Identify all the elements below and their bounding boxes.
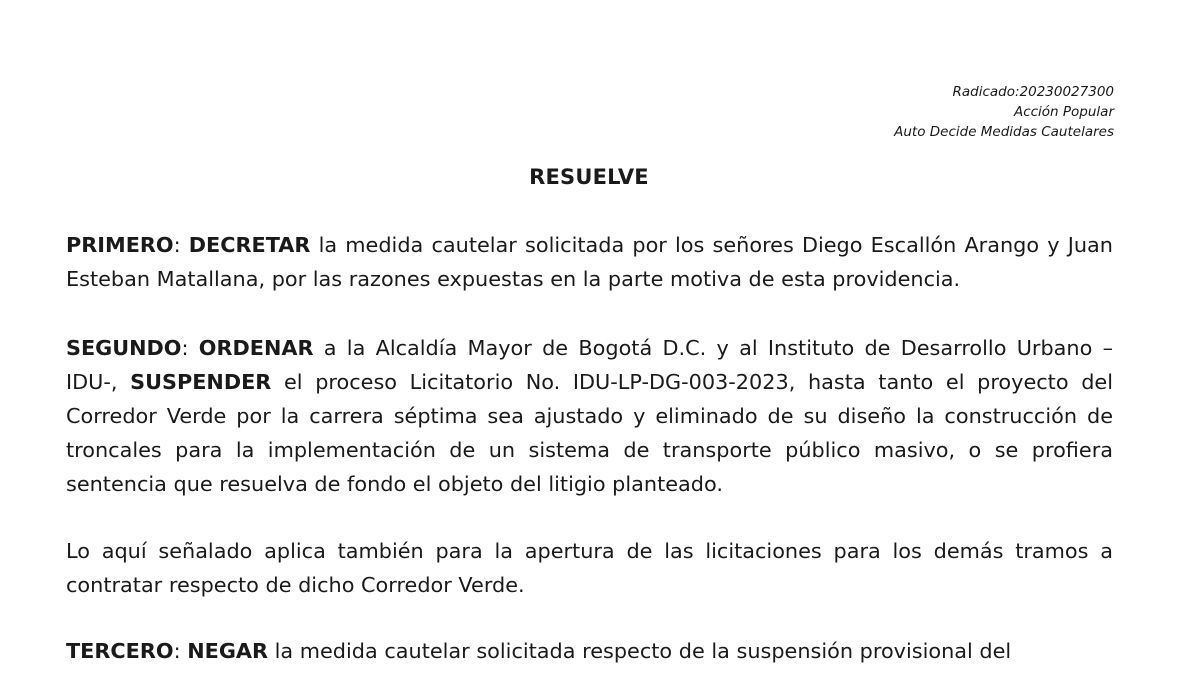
separator: : <box>181 336 199 360</box>
ordinal-label: TERCERO <box>66 639 174 663</box>
ordinal-label: PRIMERO <box>66 233 174 257</box>
paragraph-text: a la Alcaldía Mayor de Bogotá D.C. y al Instituto de Desarrollo Urbano – IDU-, <box>66 336 1113 394</box>
paragraph-nota: Lo aquí señalado aplica también para la apertura de las licitaciones para los demás tramos a contratar respecto de dicho Corredor Verde. <box>66 539 1113 597</box>
paragraph-text: el proceso Licitatorio No. IDU-LP-DG-003-2023, hasta tanto el proyecto del Corredor Verde por la carrera séptima sea ajustado y eliminado de su diseño la construcción de troncales para la implementación de un sistema de transporte público masivo, o se profiera sentencia que resuelva de fondo el objeto del litigio planteado. <box>66 370 1113 496</box>
auto-description: Auto Decide Medidas Cautelares <box>894 124 1114 140</box>
paragraph-tercero <box>66 634 1113 668</box>
paragraph-text: la medida cautelar solicitada respecto de la suspensión provisional del <box>268 639 1012 663</box>
action-type: Acción Popular <box>1013 104 1114 120</box>
section-title: RESUELVE <box>529 165 649 189</box>
decision-verb: ORDENAR <box>198 336 314 360</box>
ordinal-label: SEGUNDO <box>66 336 182 360</box>
paragraph-primero <box>66 228 1113 296</box>
decision-verb-secondary: SUSPENDER <box>130 370 272 394</box>
document-reference-header <box>894 82 1114 142</box>
paragraph-segundo <box>66 331 1113 501</box>
paragraph-text: la medida cautelar solicitada por los señores Diego Escallón Arango y Juan Esteban Matallana, por las razones expuestas en la parte motiva de esta providencia. <box>66 233 1113 291</box>
separator: : <box>173 639 188 663</box>
decision-verb: DECRETAR <box>188 233 311 257</box>
separator: : <box>173 233 189 257</box>
radicado-number: Radicado:20230027300 <box>952 84 1114 100</box>
decision-verb: NEGAR <box>187 639 268 663</box>
